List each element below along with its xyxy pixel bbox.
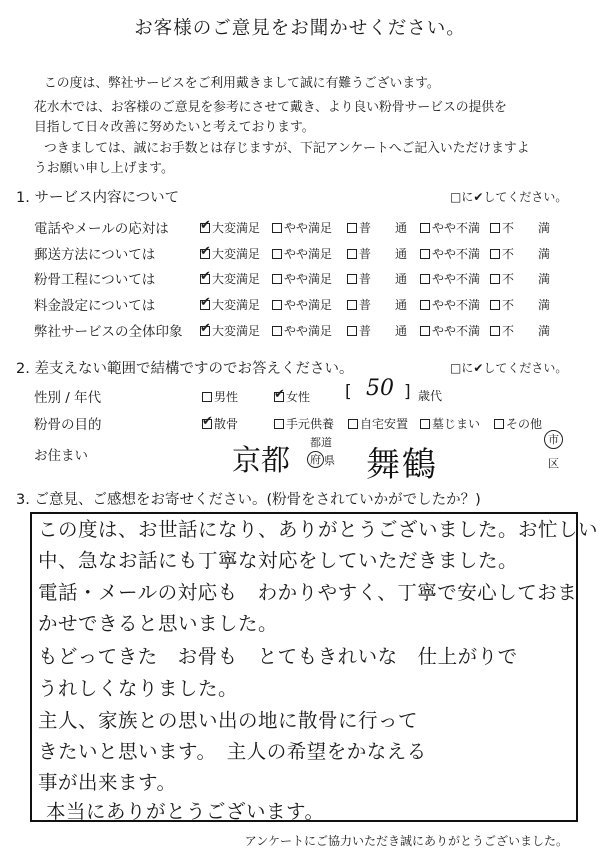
section1-heading: 1. サービス内容について bbox=[16, 190, 180, 206]
city-suffix-circled: 市 bbox=[544, 430, 563, 449]
comment-line: この度は、お世話になり、ありがとうございました。お忙しい bbox=[38, 518, 599, 541]
section3-heading: 3. ご意見、ご感想をお寄せください。(粉骨をされていかがでしたか？) bbox=[16, 492, 481, 508]
survey-title: お客様のご意見をお聞かせください。 bbox=[134, 18, 466, 39]
purpose-label: 粉骨の目的 bbox=[34, 417, 102, 433]
satisfaction-checkbox[interactable] bbox=[490, 300, 500, 310]
satisfaction-option-label: やや満足 bbox=[284, 247, 333, 261]
comment-line: きたいと思います。 主人の希望をかなえる bbox=[38, 740, 427, 763]
satisfaction-checkbox[interactable] bbox=[272, 274, 282, 284]
satisfaction-row-label: 電話やメールの応対は bbox=[34, 221, 169, 237]
satisfaction-checkbox[interactable] bbox=[347, 300, 357, 310]
satisfaction-option-label: やや満足 bbox=[284, 324, 333, 338]
pref-suffix-top: 都道 bbox=[310, 436, 332, 449]
comment-line: 本当にありがとうございます。 bbox=[46, 800, 325, 823]
satisfaction-option-label: やや不満 bbox=[432, 298, 481, 312]
comment-line: 主人、家族との思い出の地に散骨に行って bbox=[38, 709, 419, 732]
option-male[interactable] bbox=[202, 388, 238, 405]
intro-line-3: 目指して日々改善に努めたいと考えております。 bbox=[34, 120, 315, 135]
satisfaction-option-label: 普 通 bbox=[359, 298, 408, 312]
age-bracket-close: ] bbox=[404, 382, 411, 402]
satisfaction-row-label: 郵送方法については bbox=[34, 247, 156, 263]
satisfaction-row-label: 粉骨工程については bbox=[34, 272, 156, 288]
prefecture-value: 京都 bbox=[232, 443, 291, 477]
satisfaction-checkbox[interactable] bbox=[347, 274, 357, 284]
satisfaction-checkbox[interactable] bbox=[490, 326, 500, 336]
satisfaction-checkbox[interactable] bbox=[272, 223, 282, 233]
satisfaction-checkbox[interactable] bbox=[200, 300, 210, 310]
satisfaction-checkbox[interactable] bbox=[490, 274, 500, 284]
satisfaction-option[interactable] bbox=[490, 245, 550, 262]
satisfaction-option[interactable] bbox=[420, 322, 480, 339]
satisfaction-checkbox[interactable] bbox=[420, 223, 430, 233]
pref-suffix-circled: 府 bbox=[307, 451, 324, 468]
female-label: 女性 bbox=[286, 390, 311, 404]
purpose-option[interactable] bbox=[202, 415, 238, 432]
satisfaction-checkbox[interactable] bbox=[490, 249, 500, 259]
satisfaction-checkbox[interactable] bbox=[490, 223, 500, 233]
satisfaction-option-label: 不 満 bbox=[502, 272, 551, 286]
satisfaction-option-label: やや不満 bbox=[432, 272, 481, 286]
satisfaction-checkbox[interactable] bbox=[420, 249, 430, 259]
purpose-option[interactable] bbox=[274, 415, 334, 432]
satisfaction-option-label: 不 満 bbox=[502, 247, 551, 261]
satisfaction-checkbox[interactable] bbox=[420, 274, 430, 284]
city-suffix-circled-wrap bbox=[544, 430, 563, 449]
section1-hint: □に✔してください。 bbox=[450, 190, 568, 204]
satisfaction-option-label: やや不満 bbox=[432, 324, 481, 338]
purpose-option[interactable] bbox=[348, 415, 408, 432]
satisfaction-checkbox[interactable] bbox=[200, 326, 210, 336]
city-suffix-ku: 区 bbox=[548, 457, 559, 470]
satisfaction-option-label: 不 満 bbox=[502, 221, 551, 235]
satisfaction-checkbox[interactable] bbox=[272, 249, 282, 259]
age-bracket-open: [ bbox=[345, 382, 352, 402]
satisfaction-option[interactable] bbox=[347, 270, 407, 287]
pref-suffix-row bbox=[307, 451, 335, 468]
intro-line-1: この度は、弊社サービスをご利用戴きまして誠に有難うございます。 bbox=[44, 76, 440, 91]
satisfaction-option[interactable] bbox=[272, 296, 332, 313]
satisfaction-checkbox[interactable] bbox=[200, 223, 210, 233]
purpose-checkbox[interactable] bbox=[420, 419, 430, 429]
satisfaction-option[interactable] bbox=[420, 219, 480, 236]
satisfaction-option[interactable] bbox=[200, 219, 260, 236]
purpose-checkbox[interactable] bbox=[348, 419, 358, 429]
intro-line-4: つきましては、誠にお手数とは存じますが、下記アンケートへご記入いただけますよ bbox=[44, 141, 530, 156]
intro-line-2: 花水木では、お客様のご意見を参考にさせて戴き、より良い粉骨サービスの提供を bbox=[34, 100, 507, 115]
comment-line: もどってきた お骨も とてもきれいな 仕上がりで bbox=[38, 645, 518, 668]
satisfaction-checkbox[interactable] bbox=[420, 326, 430, 336]
satisfaction-option[interactable] bbox=[347, 322, 407, 339]
satisfaction-option-label: 普 通 bbox=[359, 272, 408, 286]
pref-suffix-ken: 県 bbox=[324, 453, 335, 467]
comment-line: 電話・メールの対応も わかりやすく、丁寧で安心しておま bbox=[38, 581, 578, 604]
purpose-label: 散骨 bbox=[214, 417, 239, 431]
satisfaction-option-label: 大変満足 bbox=[212, 324, 261, 338]
footer-thanks: アンケートにご協力いただき誠にありがとうございました。 bbox=[244, 834, 568, 848]
satisfaction-option[interactable] bbox=[490, 322, 550, 339]
purpose-option[interactable] bbox=[420, 415, 480, 432]
satisfaction-option-label: 普 通 bbox=[359, 221, 408, 235]
satisfaction-checkbox[interactable] bbox=[200, 249, 210, 259]
satisfaction-option[interactable] bbox=[272, 219, 332, 236]
comment-line: 中、急なお話にも丁寧な対応をしていただきました。 bbox=[38, 549, 519, 572]
satisfaction-checkbox[interactable] bbox=[420, 300, 430, 310]
purpose-checkbox[interactable] bbox=[202, 419, 212, 429]
male-checkbox[interactable] bbox=[202, 392, 212, 402]
satisfaction-option[interactable] bbox=[200, 322, 260, 339]
satisfaction-option[interactable] bbox=[272, 270, 332, 287]
purpose-label: 自宅安置 bbox=[360, 417, 409, 431]
satisfaction-option-label: 大変満足 bbox=[212, 272, 261, 286]
satisfaction-option-label: 不 満 bbox=[502, 298, 551, 312]
comment-line: 事が出来ます。 bbox=[38, 771, 177, 794]
purpose-label: その他 bbox=[506, 417, 543, 431]
purpose-option[interactable] bbox=[494, 415, 542, 432]
option-female[interactable] bbox=[274, 388, 310, 405]
satisfaction-option-label: 普 通 bbox=[359, 247, 408, 261]
satisfaction-checkbox[interactable] bbox=[347, 249, 357, 259]
purpose-label: 手元供養 bbox=[286, 417, 335, 431]
satisfaction-option[interactable] bbox=[200, 270, 260, 287]
satisfaction-option[interactable] bbox=[347, 296, 407, 313]
comment-line: かせできると思いました。 bbox=[38, 612, 279, 635]
satisfaction-checkbox[interactable] bbox=[347, 223, 357, 233]
satisfaction-option[interactable] bbox=[420, 270, 480, 287]
satisfaction-option[interactable] bbox=[490, 270, 550, 287]
city-value: 舞鶴 bbox=[366, 445, 438, 485]
satisfaction-option[interactable] bbox=[420, 245, 480, 262]
satisfaction-option-label: やや満足 bbox=[284, 221, 333, 235]
comment-line: うれしくなりました。 bbox=[38, 677, 239, 700]
satisfaction-checkbox[interactable] bbox=[272, 300, 282, 310]
satisfaction-option-label: やや不満 bbox=[432, 221, 481, 235]
satisfaction-option[interactable] bbox=[272, 322, 332, 339]
satisfaction-option[interactable] bbox=[347, 245, 407, 262]
section2-hint: □に✔してください。 bbox=[450, 361, 568, 375]
satisfaction-option[interactable] bbox=[490, 219, 550, 236]
satisfaction-option-label: やや不満 bbox=[432, 247, 481, 261]
satisfaction-option-label: 大変満足 bbox=[212, 298, 261, 312]
satisfaction-option-label: 不 満 bbox=[502, 324, 551, 338]
satisfaction-checkbox[interactable] bbox=[200, 274, 210, 284]
satisfaction-option[interactable] bbox=[347, 219, 407, 236]
satisfaction-option-label: やや満足 bbox=[284, 298, 333, 312]
female-checkbox[interactable] bbox=[274, 392, 284, 402]
satisfaction-option-label: 大変満足 bbox=[212, 247, 261, 261]
satisfaction-checkbox[interactable] bbox=[347, 326, 357, 336]
satisfaction-row-label: 弊社サービスの全体印象 bbox=[34, 324, 183, 340]
satisfaction-option-label: 大変満足 bbox=[212, 221, 261, 235]
purpose-label: 墓じまい bbox=[432, 417, 481, 431]
age-value: 50 bbox=[366, 376, 394, 401]
intro-line-5: うお願い申し上げます。 bbox=[34, 161, 174, 176]
satisfaction-option[interactable] bbox=[200, 296, 260, 313]
address-label: お住まい bbox=[34, 448, 88, 464]
male-label: 男性 bbox=[214, 390, 239, 404]
satisfaction-option[interactable] bbox=[272, 245, 332, 262]
satisfaction-option[interactable] bbox=[490, 296, 550, 313]
gender-age-label: 性別 / 年代 bbox=[34, 390, 102, 406]
satisfaction-row-label: 料金設定については bbox=[34, 298, 156, 314]
satisfaction-option[interactable] bbox=[420, 296, 480, 313]
satisfaction-checkbox[interactable] bbox=[272, 326, 282, 336]
age-suffix: 歳代 bbox=[418, 389, 443, 403]
purpose-checkbox[interactable] bbox=[274, 419, 284, 429]
satisfaction-option[interactable] bbox=[200, 245, 260, 262]
section2-heading: 2. 差支えない範囲で結構ですのでお答えください。 bbox=[16, 361, 354, 377]
satisfaction-option-label: 普 通 bbox=[359, 324, 408, 338]
satisfaction-option-label: やや満足 bbox=[284, 272, 333, 286]
purpose-checkbox[interactable] bbox=[494, 419, 504, 429]
